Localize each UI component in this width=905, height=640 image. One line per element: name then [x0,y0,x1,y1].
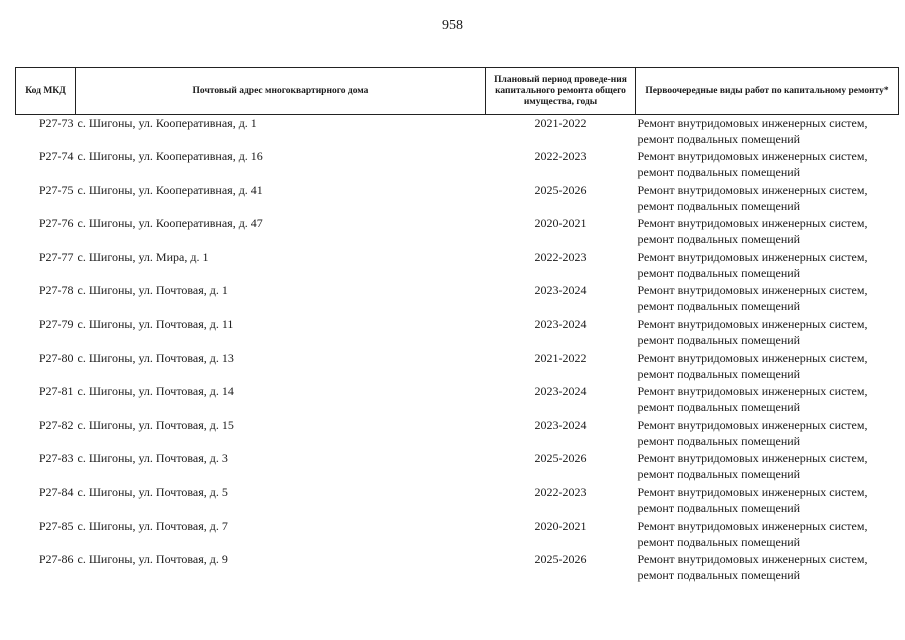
row-works-line: Ремонт внутридомовых инженерных систем, [637,384,868,399]
row-works-line: Ремонт внутридомовых инженерных систем, [637,283,868,298]
row-works [636,148,899,182]
row-works-line: ремонт подвальных помещений [637,132,801,146]
row-works [636,215,899,249]
row-works-line: ремонт подвальных помещений [637,467,801,482]
row-works [636,316,899,350]
row-code: Р27-74 [38,149,74,164]
row-code: Р27-76 [38,216,74,231]
row-address: с. Шигоны, ул. Почтовая, д. 15 [77,417,234,432]
row-address: с. Шигоны, ул. Почтовая, д. 9 [77,552,228,567]
row-address: с. Шигоны, ул. Почтовая, д. 3 [77,451,228,466]
table-row [16,215,899,249]
table-row [16,450,899,484]
row-code: Р27-75 [38,182,74,197]
row-address: с. Шигоны, ул. Кооперативная, д. 41 [77,182,263,197]
row-code: Р27-80 [38,350,74,365]
row-works [636,350,899,384]
table-row [16,551,899,585]
row-period: 2022-2023 [534,149,587,164]
row-works-line: Ремонт внутридомовых инженерных систем, [637,249,868,264]
page-number: 958 [442,18,463,33]
housing-repair-table [15,67,899,585]
row-address: с. Шигоны, ул. Почтовая, д. 14 [77,384,234,399]
row-works-line: Ремонт внутридомовых инженерных систем, [637,182,868,197]
row-works [636,484,899,518]
row-code: Р27-78 [38,283,74,298]
row-address: с. Шигоны, ул. Почтовая, д. 5 [77,485,228,500]
row-code: Р27-82 [38,417,74,432]
row-works [636,450,899,484]
row-code: Р27-73 [38,116,74,130]
row-works-line: Ремонт внутридомовых инженерных систем, [637,149,868,164]
row-works-line: ремонт подвальных помещений [637,366,801,381]
table-row [16,148,899,182]
row-code: Р27-83 [38,451,74,466]
table-body [16,115,899,585]
header-code: Код МКД [16,68,76,115]
row-period: 2025-2026 [534,552,587,567]
table-header [16,68,899,115]
table-row [16,182,899,216]
row-works [636,551,899,585]
table-row [16,282,899,316]
row-address: с. Шигоны, ул. Кооперативная, д. 1 [77,116,257,130]
row-works [636,115,899,149]
row-works-line: Ремонт внутридомовых инженерных систем, [637,518,868,533]
table-row [16,316,899,350]
row-works-line: ремонт подвальных помещений [637,433,801,448]
row-period: 2023-2024 [534,384,587,399]
row-works-line: ремонт подвальных помещений [637,333,801,348]
table-row [16,417,899,451]
row-code: Р27-84 [38,485,74,500]
table-row [16,518,899,552]
row-period: 2020-2021 [534,518,587,533]
row-address: с. Шигоны, ул. Кооперативная, д. 47 [77,216,263,231]
row-works-line: ремонт подвальных помещений [637,198,801,213]
row-code: Р27-86 [38,552,74,567]
row-period: 2023-2024 [534,417,587,432]
row-works-line: ремонт подвальных помещений [637,165,801,180]
row-works-line: Ремонт внутридомовых инженерных систем, [637,485,868,500]
row-works-line: ремонт подвальных помещений [637,265,801,280]
table-row [16,383,899,417]
row-address: с. Шигоны, ул. Почтовая, д. 11 [77,317,234,332]
header-address: Почтовый адрес многоквартирного дома [76,68,486,115]
row-period: 2025-2026 [534,451,587,466]
row-address: с. Шигоны, ул. Почтовая, д. 7 [77,518,228,533]
row-address: с. Шигоны, ул. Кооперативная, д. 16 [77,149,263,164]
row-works-line: ремонт подвальных помещений [637,568,801,583]
row-period: 2025-2026 [534,182,587,197]
row-works [636,417,899,451]
row-works-line: Ремонт внутридомовых инженерных систем, [637,216,868,231]
row-period: 2020-2021 [534,216,587,231]
table-row [16,115,899,149]
table-row [16,484,899,518]
row-period: 2023-2024 [534,317,587,332]
row-period: 2022-2023 [534,485,587,500]
row-works-line: Ремонт внутридомовых инженерных систем, [637,116,868,130]
row-period: 2022-2023 [534,249,587,264]
row-works-line: ремонт подвальных помещений [637,534,801,549]
row-works-line: Ремонт внутридомовых инженерных систем, [637,552,868,567]
row-code: Р27-85 [38,518,74,533]
row-address: с. Шигоны, ул. Почтовая, д. 1 [77,283,228,298]
header-works: Первоочередные виды работ по капитальному ремонту* [636,68,899,115]
row-works [636,249,899,283]
row-period: 2023-2024 [534,283,587,298]
row-code: Р27-77 [38,249,74,264]
table-row [16,249,899,283]
row-address: с. Шигоны, ул. Почтовая, д. 13 [77,350,234,365]
row-code: Р27-81 [38,384,74,399]
row-code: Р27-79 [38,317,74,332]
row-works [636,383,899,417]
row-works [636,282,899,316]
row-works-line: ремонт подвальных помещений [637,299,801,314]
row-works [636,518,899,552]
row-works-line: ремонт подвальных помещений [637,400,801,415]
row-works-line: ремонт подвальных помещений [637,232,801,247]
row-works-line: Ремонт внутридомовых инженерных систем, [637,417,868,432]
row-works-line: Ремонт внутридомовых инженерных систем, [637,451,868,466]
row-period: 2021-2022 [534,116,587,130]
row-works-line: Ремонт внутридомовых инженерных систем, [637,350,868,365]
row-works-line: ремонт подвальных помещений [637,501,801,516]
table-row [16,350,899,384]
row-address: с. Шигоны, ул. Мира, д. 1 [77,249,209,264]
row-works [636,182,899,216]
row-works-line: Ремонт внутридомовых инженерных систем, [637,317,868,332]
row-period: 2021-2022 [534,350,587,365]
header-period: Плановый период проведе-ния капитального ремонта общего имущества, годы [486,68,636,115]
